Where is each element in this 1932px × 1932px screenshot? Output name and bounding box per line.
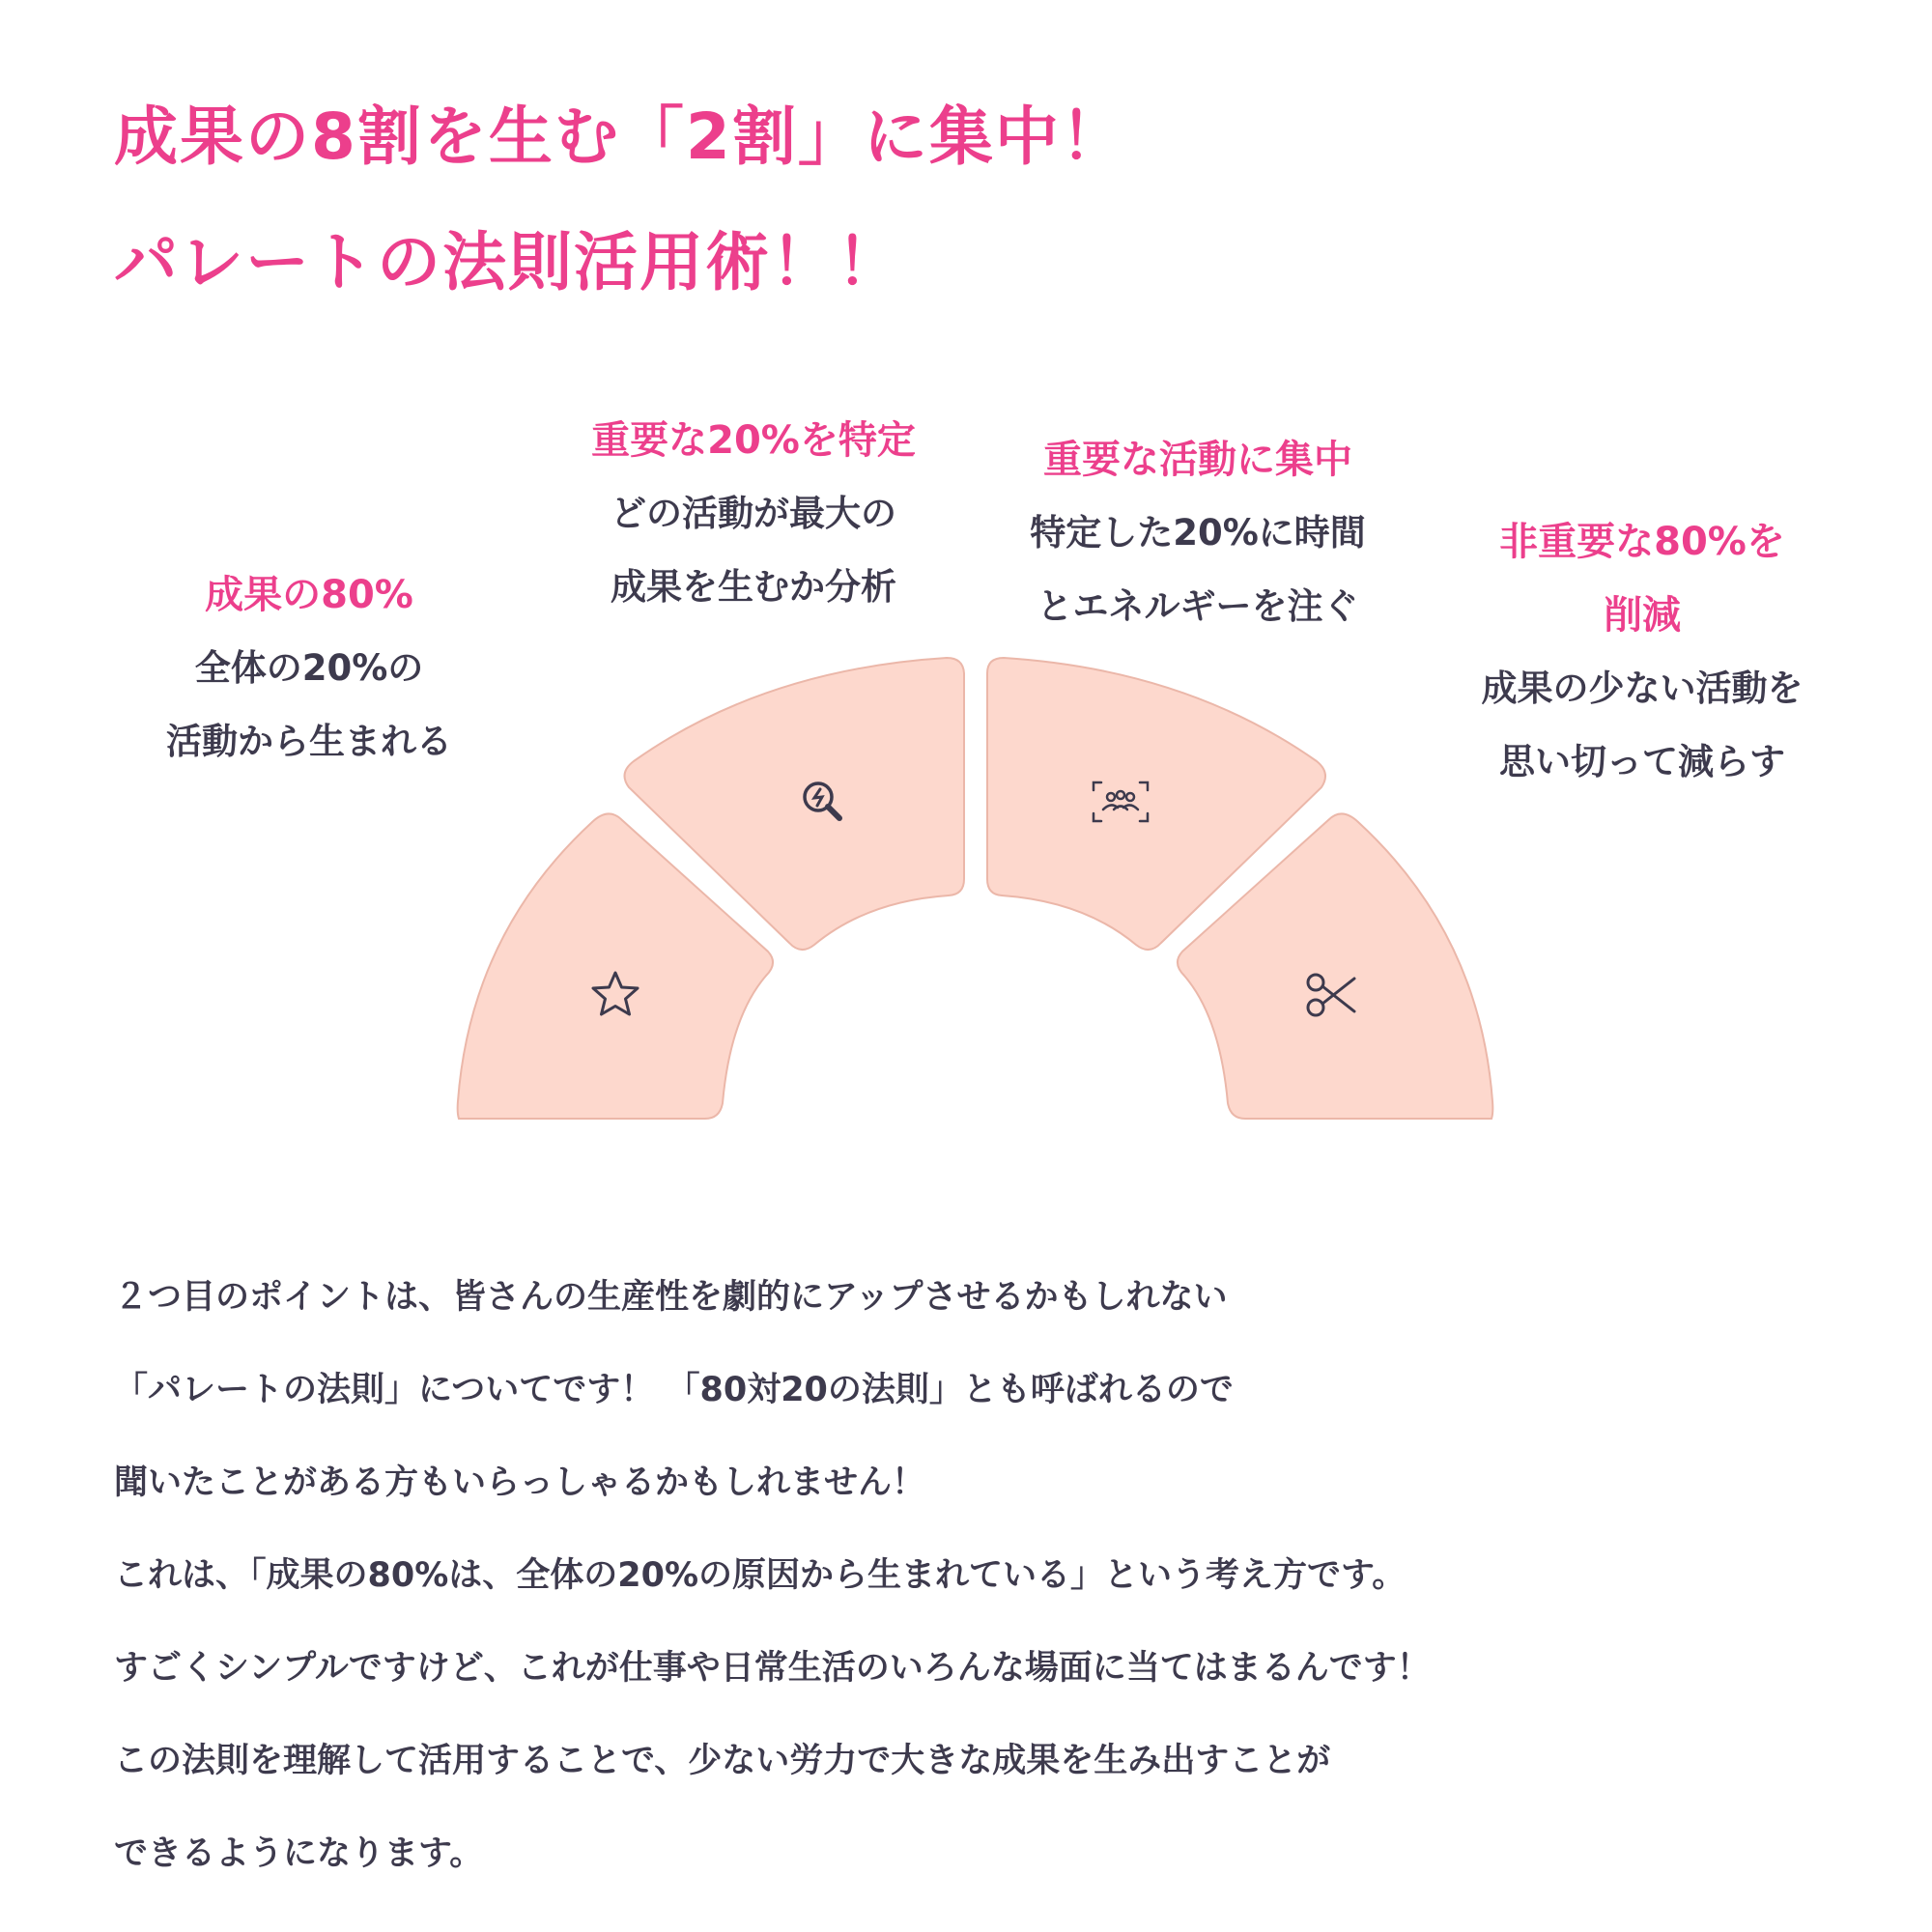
body-line: すごくシンプルですけど、これが仕事や日常生活のいろんな場面に当てはまるんです！ xyxy=(114,1649,1431,1688)
label-description-line: 特定した20%に時間 xyxy=(1030,512,1366,554)
body-line: ２つ目のポイントは、皆さんの生産性を劇的にアップさせるかもしれない xyxy=(114,1278,1228,1317)
body-line: この法則を理解して活用することで、少ない労力で大きな成果を生み出すことが xyxy=(114,1742,1331,1780)
label-heading: 重要な20%を特定 xyxy=(591,418,916,463)
body-line: これは、「成果の80%は、全体の20%の原因から生まれている」という考え方です。 xyxy=(114,1556,1406,1595)
label-description-line: とエネルギーを注ぐ xyxy=(1037,585,1359,627)
label-results-80 xyxy=(116,558,502,779)
label-description-line: 成果を生むか分析 xyxy=(611,566,896,608)
label-description-line: 思い切って減らす xyxy=(1499,741,1785,782)
body-line: 聞いたことがある方もいらっしゃるかもしれません！ xyxy=(114,1463,926,1502)
label-heading: 重要な活動に集中 xyxy=(1043,438,1352,482)
label-description-line: どの活動が最大の xyxy=(611,493,896,534)
label-identify-20 xyxy=(541,404,966,624)
label-description-line: 全体の20%の xyxy=(194,647,424,689)
label-description-line: 成果の少ない活動を xyxy=(1481,668,1804,709)
label-cut-80 xyxy=(1439,505,1845,799)
body-line: できるようになります。 xyxy=(114,1834,484,1873)
label-description-line: 活動から生まれる xyxy=(166,721,452,762)
body-line: 「パレートの法則」についてです！ 「80対20の法則」とも呼ばれるので xyxy=(114,1371,1234,1409)
page-title-line-2: パレートの法則活用術！！ xyxy=(114,225,902,299)
page-title-line-1: 成果の8割を生む「2割」に集中！ xyxy=(114,99,1126,174)
body-paragraph xyxy=(114,1251,1853,1900)
label-heading: 削減 xyxy=(1604,593,1681,638)
label-heading: 非重要な80%を xyxy=(1499,520,1785,564)
label-heading: 成果の80% xyxy=(205,573,413,617)
label-focus-activities xyxy=(985,423,1410,643)
